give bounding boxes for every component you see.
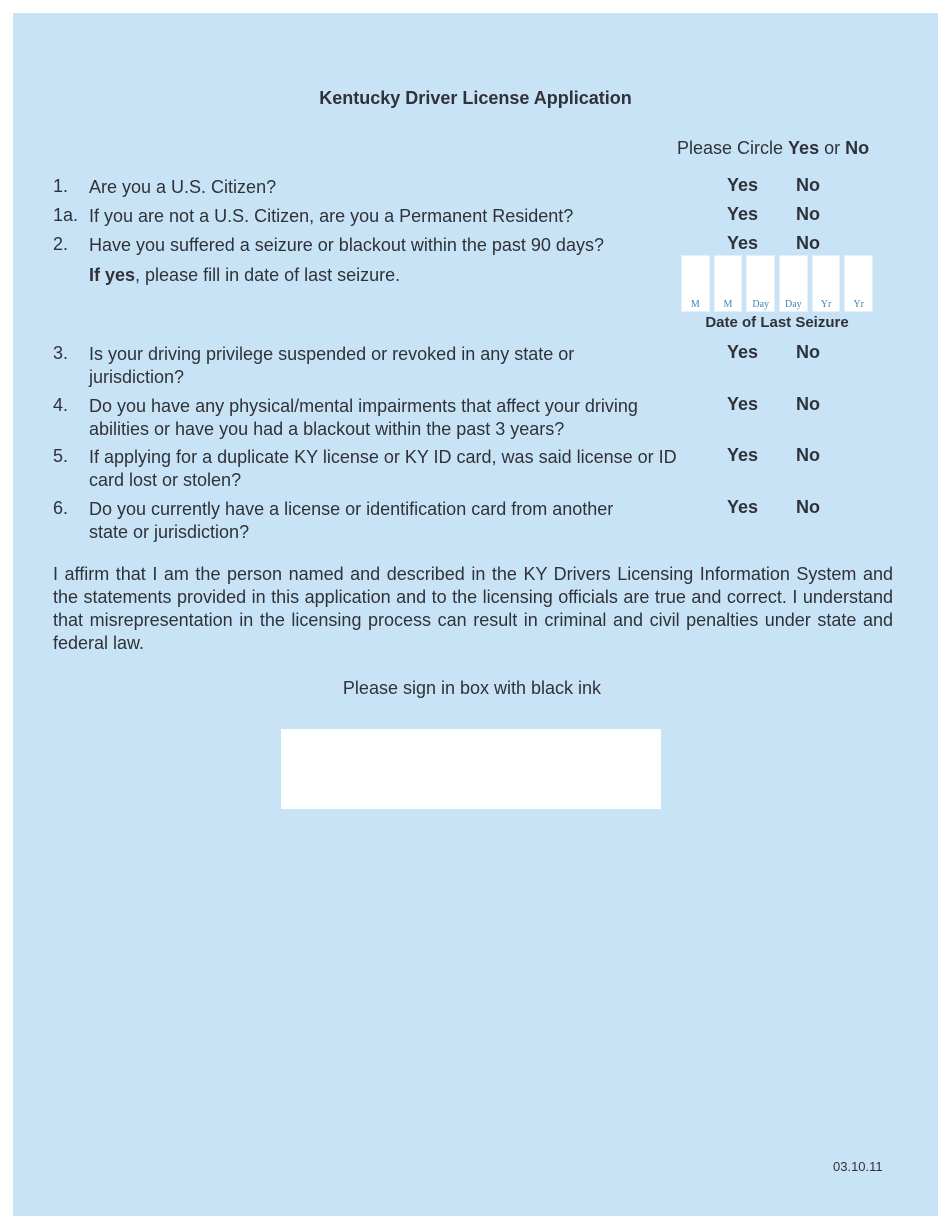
question-5-yes[interactable]: Yes [727,445,759,465]
date-box-month-1[interactable] [681,255,710,312]
form-title: Kentucky Driver License Application [319,88,632,108]
question-1a-no[interactable]: No [796,204,820,224]
date-box-label: Yr [853,299,864,310]
question-2-no[interactable]: No [796,233,820,253]
question-2-number: 2. [53,234,69,254]
date-box-day-1[interactable] [746,255,775,312]
date-box-label: M [690,299,700,310]
date-box-label: Day [752,299,770,310]
circle-instruction-prefix: Please Circle [677,138,789,158]
if-yes-bold: If yes [89,265,136,285]
question-4-no[interactable]: No [796,394,820,414]
form-number: 03.10.11 [833,1159,883,1174]
question-1-yes[interactable]: Yes [727,175,759,195]
date-box-label: Yr [820,299,832,310]
sign-instruction: Please sign in box with black ink [342,678,602,698]
application-form-page [13,13,938,1216]
circle-instruction-yes: Yes [788,138,820,158]
circle-instruction [677,138,869,159]
question-5-text: If applying for a duplicate KY license or KY ID card, was said license or ID card lost or stolen? [89,447,677,490]
if-yes-rest: , please fill in date of last seizure. [135,265,401,285]
question-5-number: 5. [53,446,69,466]
question-1-text: Are you a U.S. Citizen? [89,177,277,197]
question-1-no[interactable]: No [796,175,820,195]
date-box-year-2[interactable] [844,255,873,312]
question-4-yes[interactable]: Yes [727,394,759,414]
question-3-text: Is your driving privilege suspended or revoked in any state or jurisdiction? [89,344,575,387]
question-3-number: 3. [53,343,69,363]
circle-instruction-no: No [845,138,870,158]
date-box-year-1[interactable] [812,255,841,312]
date-box-label: M [723,299,733,310]
question-2-yes[interactable]: Yes [727,233,759,253]
question-6-no[interactable]: No [796,497,820,517]
question-5-no[interactable]: No [796,445,820,465]
question-6-text: Do you currently have a license or identification card from another state or jurisdiction? [89,499,614,542]
question-6-number: 6. [53,498,69,518]
question-1a-number: 1a. [53,205,79,225]
circle-instruction-or: or [819,138,846,158]
date-box-month-2[interactable] [714,255,743,312]
question-1a-yes[interactable]: Yes [727,204,759,224]
question-4-text: Do you have any physical/mental impairments that affect your driving abilities or have you had a blackout within the past 3 years? [89,396,638,439]
date-box-day-2[interactable] [779,255,808,312]
question-3-yes[interactable]: Yes [727,342,759,362]
question-1a-text: If you are not a U.S. Citizen, are you a Permanent Resident? [89,206,574,226]
question-2-text: Have you suffered a seizure or blackout within the past 90 days? [89,235,604,255]
date-of-last-seizure-label: Date of Last Seizure [705,314,849,331]
question-6-yes[interactable]: Yes [727,497,759,517]
if-yes-instruction [89,264,679,287]
question-4-number: 4. [53,395,69,415]
date-box-label: Day [785,299,802,310]
affirmation-statement: I affirm that I am the person named and described in the KY Drivers Licensing Information System and the statements provided in this application and to the licensing officials are true and correct. I understand that misrepresentation in the licensing process can result in criminal and civil penalties under state and federal law. [53,564,893,653]
seizure-date-boxes [681,255,873,312]
question-1-number: 1. [53,176,69,196]
signature-box[interactable] [281,729,661,809]
question-3-no[interactable]: No [796,342,820,362]
